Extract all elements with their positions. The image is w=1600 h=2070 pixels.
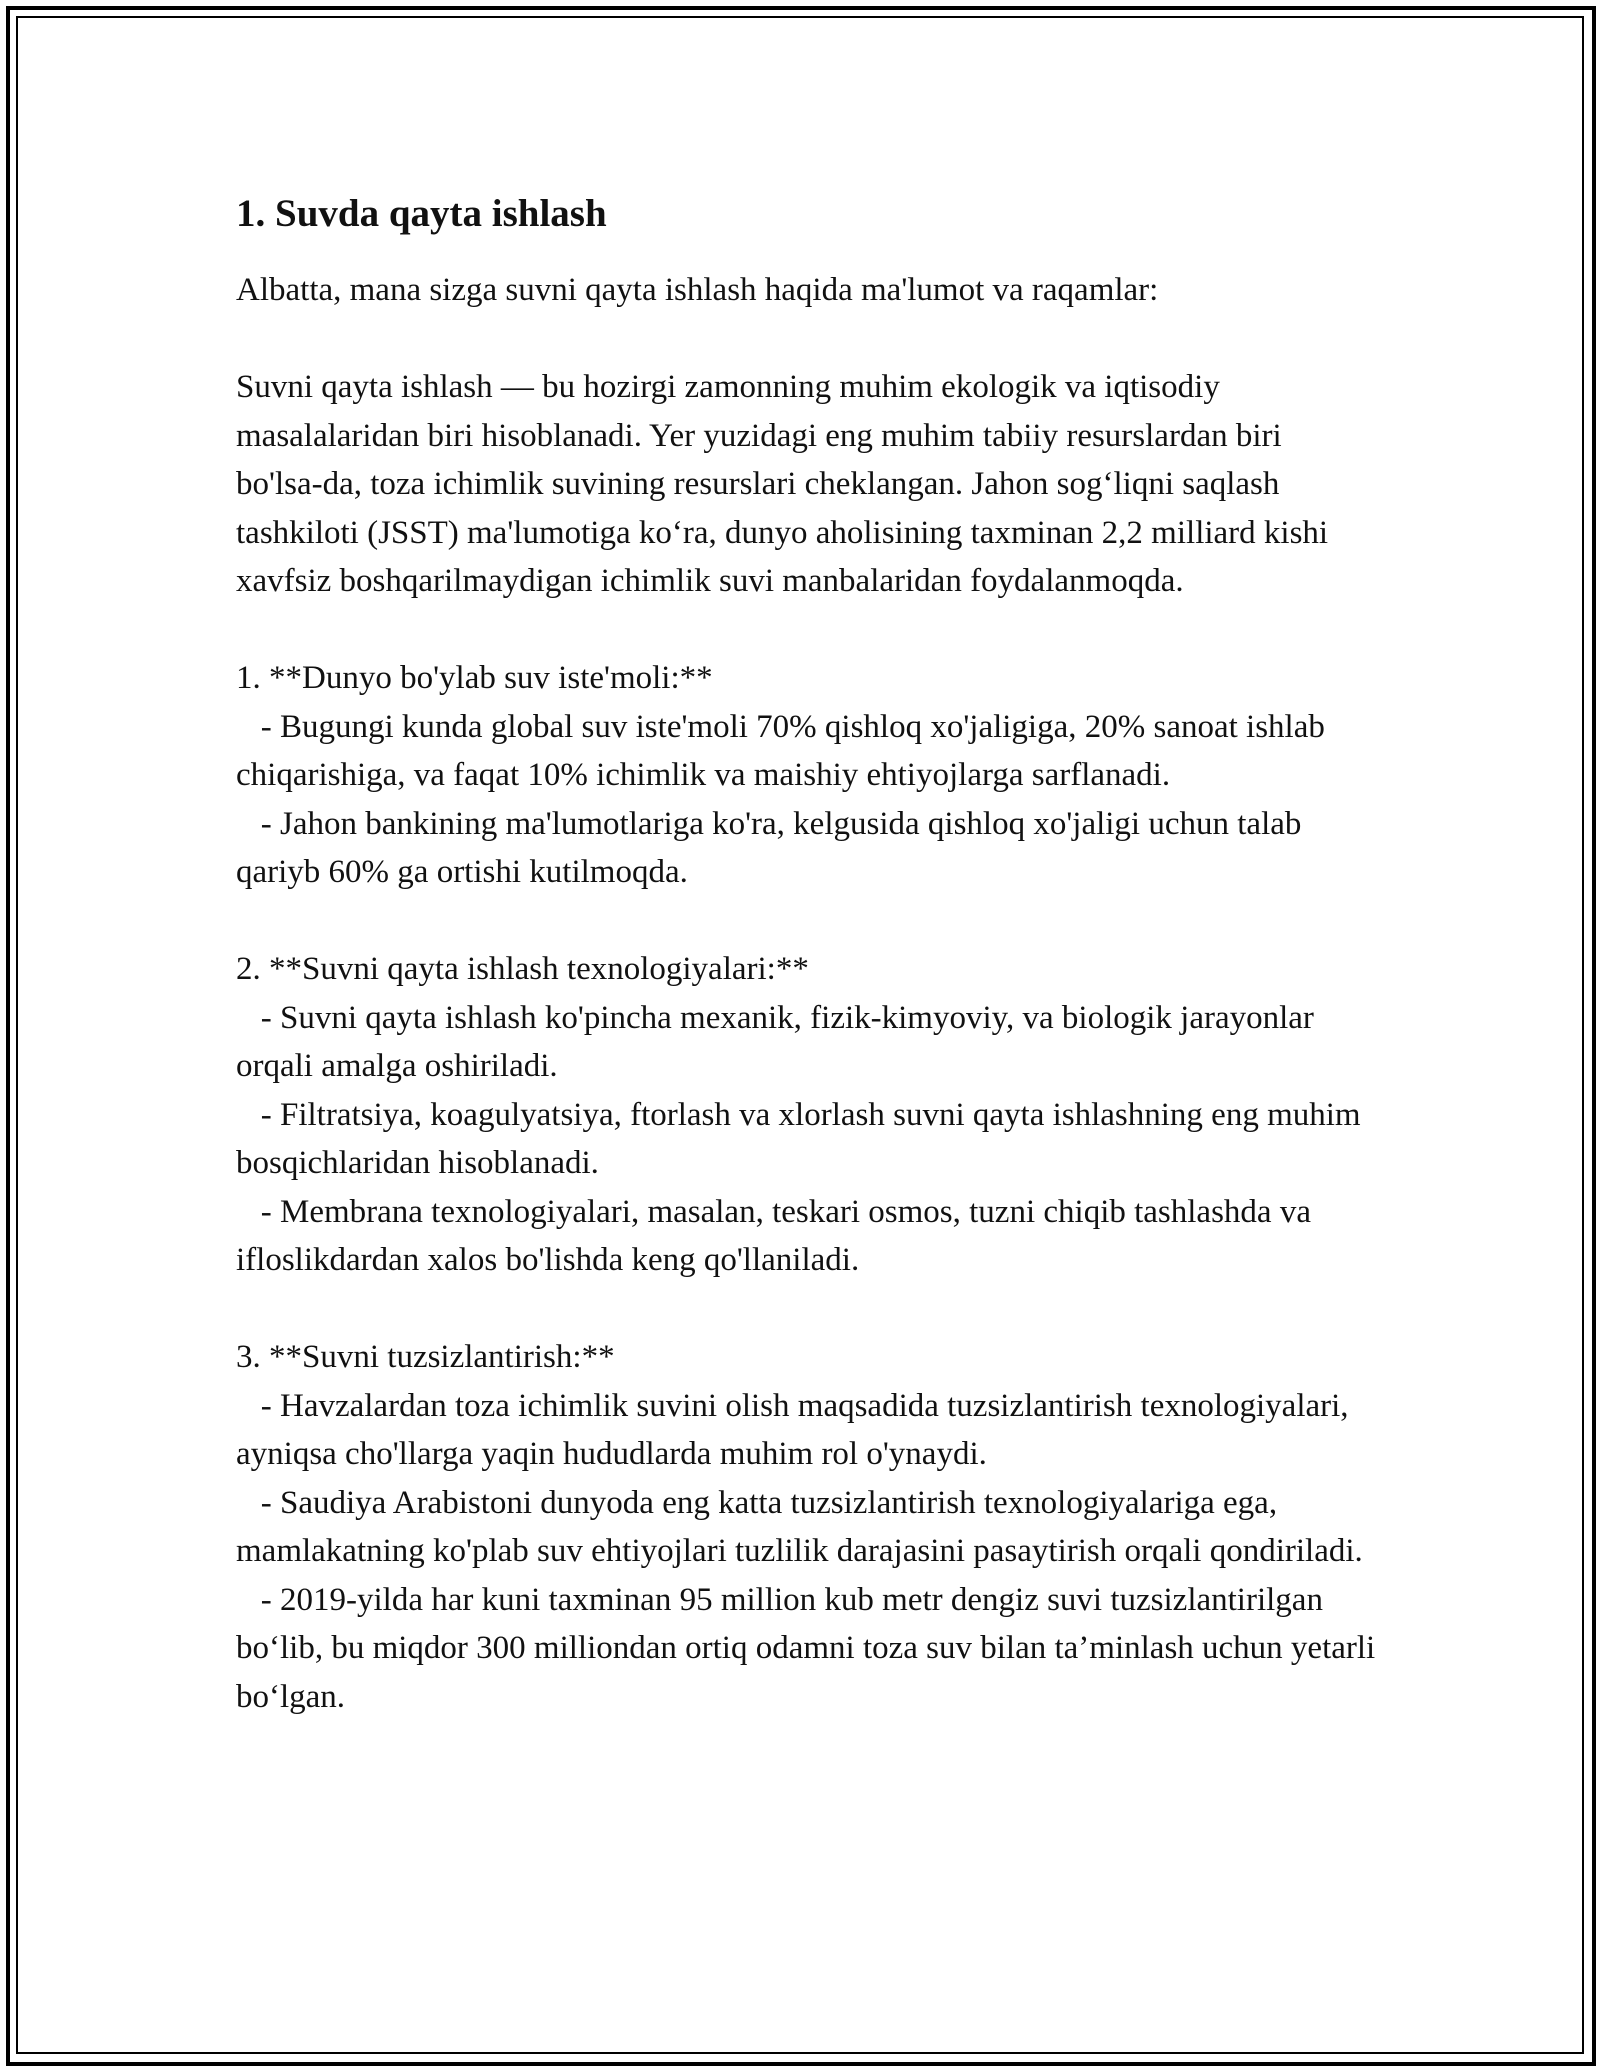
list-item: - Saudiya Arabistoni dunyoda eng katta tuzsizlantirish texnologiyalariga ega, mamlakatning ko'plab suv ehtiyojlari tuzlilik darajasini pasaytirish orqali qondiriladi. (236, 1484, 1363, 1569)
section-heading: 2. **Suvni qayta ishlash texnologiyalari:** (236, 951, 809, 987)
document-body (236, 190, 1384, 1721)
spacer (236, 897, 1376, 946)
list-item: - Bugungi kunda global suv iste'moli 70% qishloq xo'jaligiga, 20% sanoat ishlab chiqarishiga, va faqat 10% ichimlik va maishiy ehtiyojlarga sarflanadi. (236, 708, 1334, 793)
section-water-consumption (236, 654, 1376, 897)
list-item: - Filtratsiya, koagulyatsiya, ftorlash va xlorlash suvni qayta ishlashning eng muhim bosqichlaridan hisoblanadi. (236, 1096, 1369, 1181)
list-item: - Membrana texnologiyalari, masalan, teskari osmos, tuzni chiqib tashlashda va ifloslikdardan xalos bo'lishda keng qo'llaniladi. (236, 1193, 1320, 1278)
document-title: 1. Suvda qayta ishlash (236, 192, 607, 235)
list-item: - Suvni qayta ishlash ko'pincha mexanik, fizik-kimyoviy, va biologik jarayonlar orqali amalga oshiriladi. (236, 999, 1323, 1084)
list-item: - 2019-yilda har kuni taxminan 95 million kub metr dengiz suvi tuzsizlantirilgan bo‘lib, bu miqdor 300 milliondan ortiq odamni toza suv bilan ta’minlash uchun yetarli bo‘lgan. (236, 1581, 1384, 1715)
list-item: - Jahon bankining ma'lumotlariga ko'ra, kelgusida qishloq xo'jaligi uchun talab qariyb 60% ga ortishi kutilmoqda. (236, 805, 1310, 890)
section-heading: 1. **Dunyo bo'ylab suv iste'moli:** (236, 660, 713, 696)
section-desalination (236, 1333, 1384, 1721)
intro-paragraph: Albatta, mana sizga suvni qayta ishlash haqida ma'lumot va raqamlar: (236, 272, 1159, 308)
list-item: - Havzalardan toza ichimlik suvini olish maqsadida tuzsizlantirish texnologiyalari, ayniqsa cho'llarga yaqin hududlarda muhim rol o'ynaydi. (236, 1387, 1357, 1472)
section-heading: 3. **Suvni tuzsizlantirish:** (236, 1339, 615, 1375)
spacer (236, 1285, 1376, 1334)
spacer (236, 315, 1376, 364)
overview-paragraph: Suvni qayta ishlash — bu hozirgi zamonning muhim ekologik va iqtisodiy masalalaridan biri hisoblanadi. Yer yuzidagi eng muhim tabiiy resurslardan biri bo'lsa-da, toza ichimlik suvining resurslari cheklangan. Jahon sog‘liqni saqlash tashkiloti (JSST) ma'lumotiga ko‘ra, dunyo aholisining taxminan 2,2 milliard kishi xavfsiz boshqarilmaydigan ichimlik suvi manbalaridan foydalanmoqda. (236, 369, 1337, 599)
section-recycling-technologies (236, 945, 1376, 1285)
spacer (236, 606, 1376, 655)
